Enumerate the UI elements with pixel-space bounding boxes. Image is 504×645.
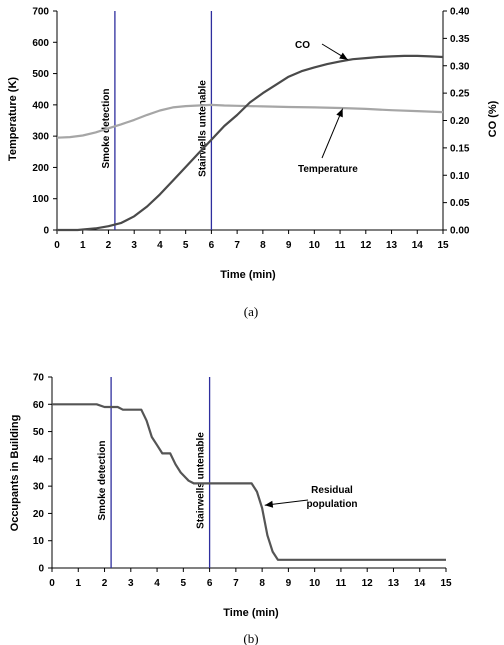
y2-tick-label: 0.30 xyxy=(450,61,470,73)
annotation-co: CO xyxy=(295,40,310,51)
y2-tick-label: 0.40 xyxy=(450,6,470,18)
x-tick-label: 11 xyxy=(335,578,347,589)
x-tick-label: 1 xyxy=(75,578,82,589)
y-tick-label: 500 xyxy=(32,69,49,81)
b-caption: (b) xyxy=(243,631,259,645)
y-tick-label: 20 xyxy=(32,508,44,520)
x-tick-label: 9 xyxy=(285,240,292,251)
x-tick-label: 15 xyxy=(440,578,452,589)
x-tick-label: 14 xyxy=(414,578,426,589)
event-line-label: Smoke detection xyxy=(100,88,112,169)
y2-tick-label: 0.25 xyxy=(450,88,470,100)
y2-tick-label: 0.05 xyxy=(450,198,470,210)
x-tick-label: 4 xyxy=(154,578,160,589)
y-tick-label: 200 xyxy=(32,162,49,174)
y-tick-label: 0 xyxy=(38,563,44,575)
x-tick-label: 7 xyxy=(234,240,240,251)
event-line-label: Stairwells untenable xyxy=(197,80,209,177)
annotation-residual-population-line1: Residual xyxy=(311,485,353,496)
y-tick-label: 10 xyxy=(32,536,44,548)
y2-tick-label: 0.10 xyxy=(450,170,470,182)
chart-b xyxy=(9,373,452,645)
x-tick-label: 12 xyxy=(361,578,373,589)
annotation-residual-population-line2: population xyxy=(306,499,358,510)
y2-tick-label: 0.15 xyxy=(450,143,470,155)
b-y-axis-title: Occupants in Building xyxy=(9,414,21,532)
annotation-arrow-temperature xyxy=(322,109,343,158)
x-tick-label: 8 xyxy=(260,240,266,251)
a-x-axis-title: Time (min) xyxy=(220,269,276,281)
x-tick-label: 7 xyxy=(233,578,239,589)
x-tick-label: 10 xyxy=(309,578,321,589)
x-tick-label: 6 xyxy=(206,578,213,589)
y-tick-label: 600 xyxy=(32,37,49,49)
x-tick-label: 6 xyxy=(208,240,215,251)
x-tick-label: 8 xyxy=(259,578,265,589)
x-tick-label: 14 xyxy=(411,240,423,251)
y2-tick-label: 0.20 xyxy=(450,116,470,127)
a-y2-axis-title: CO (%) xyxy=(487,100,499,138)
a-y-axis-title: Temperature (K) xyxy=(7,76,19,162)
y-tick-label: 40 xyxy=(32,454,44,466)
x-tick-label: 0 xyxy=(54,240,60,251)
y-tick-label: 0 xyxy=(43,225,49,237)
x-tick-label: 5 xyxy=(180,578,187,589)
b-x-axis-title: Time (min) xyxy=(223,607,279,619)
x-tick-label: 5 xyxy=(182,240,189,251)
y-tick-label: 100 xyxy=(32,194,49,206)
a-caption: (a) xyxy=(243,304,259,319)
x-tick-label: 13 xyxy=(387,578,400,589)
x-tick-label: 3 xyxy=(131,240,137,251)
x-tick-label: 2 xyxy=(105,240,112,251)
x-tick-label: 2 xyxy=(101,578,108,589)
x-tick-label: 15 xyxy=(437,240,449,251)
y-tick-label: 30 xyxy=(32,481,44,493)
y-tick-label: 400 xyxy=(32,100,49,112)
x-tick-label: 0 xyxy=(49,578,55,589)
y2-tick-label: 0.00 xyxy=(450,225,470,237)
x-tick-label: 13 xyxy=(385,240,398,251)
annotation-temperature: Temperature xyxy=(298,164,358,175)
x-tick-label: 3 xyxy=(128,578,134,589)
x-tick-label: 11 xyxy=(334,240,346,251)
event-line-label: Smoke detection xyxy=(97,440,109,521)
event-line-label: Stairwells untenable xyxy=(195,432,207,529)
y-tick-label: 700 xyxy=(32,6,49,18)
x-tick-label: 12 xyxy=(360,240,372,251)
y-tick-label: 70 xyxy=(32,372,44,384)
y-tick-label: 50 xyxy=(32,427,44,439)
x-tick-label: 9 xyxy=(285,578,292,589)
y2-tick-label: 0.35 xyxy=(450,33,470,45)
y-tick-label: 300 xyxy=(32,131,49,143)
annotation-arrow-residual-head xyxy=(265,501,273,508)
x-tick-label: 1 xyxy=(79,240,86,251)
x-tick-label: 4 xyxy=(157,240,163,251)
y-tick-label: 60 xyxy=(32,399,44,411)
x-tick-label: 10 xyxy=(308,240,320,251)
annotation-arrow-co-head xyxy=(339,53,348,60)
chart-a xyxy=(7,7,499,320)
